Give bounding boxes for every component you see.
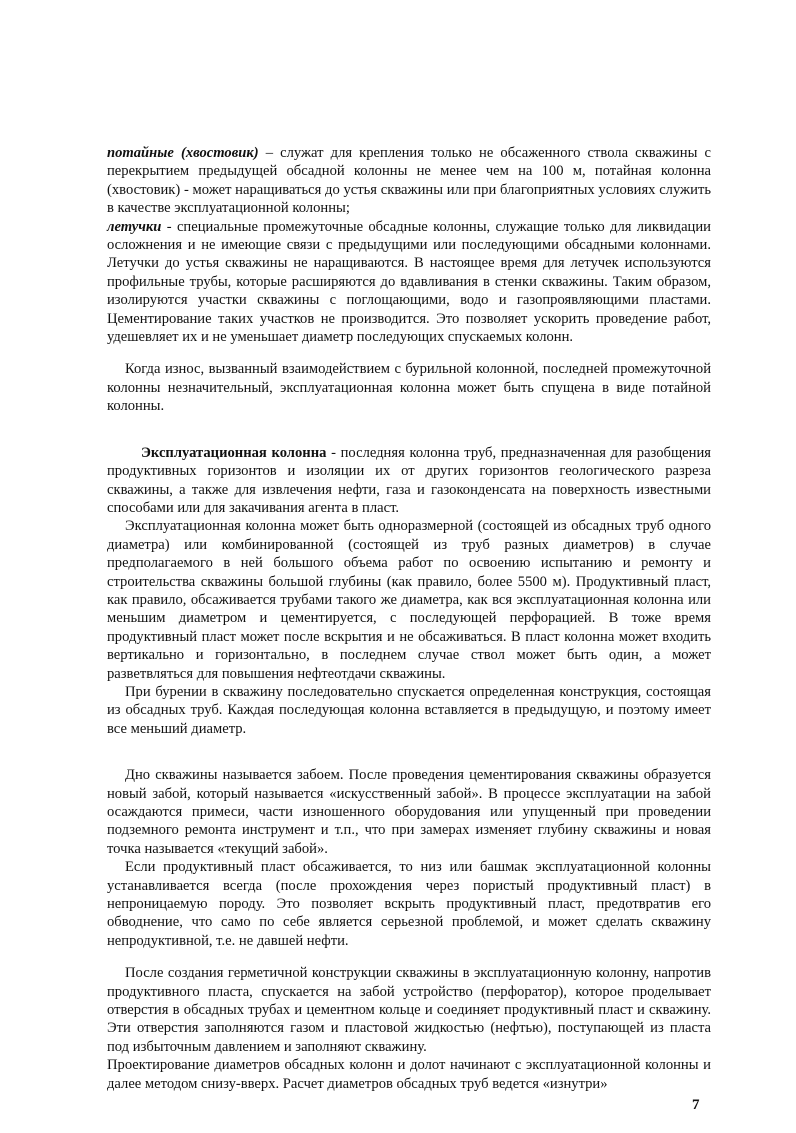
term-production-casing: Эксплуатационная колонна [141, 444, 327, 461]
text-liner: – служат для крепления только не обсаженного ствола скважины с перекрытием предыдущей обсадной колонны не менее чем на 100 м, потайная колонна (хвостовик) - может наращиваться до устья скважины или при благоприятных условиях служить в качестве эксплуатационной колонны; [107, 145, 712, 217]
paragraph-letuchki [107, 218, 711, 347]
paragraph-perforation: После создания герметичной конструкции скважины в эксплуатационную колонну, напротив продуктивного пласта, спускается на забой устройство (перфоратор), которое проделывает отверстия в обсадных трубах и цементном кольце и соединяет продуктивный пласт и скважину. Эти отверстия заполняются газом и пластовой жидкостью (нефтью), поступающей из пласта под избыточным давлением и заполняют скважину. [107, 965, 711, 1055]
paragraph-liner [107, 144, 711, 218]
paragraph-wear: Когда износ, вызванный взаимодействием с бурильной колонной, последней промежуточной колонны незначительный, эксплуатационная колонна может быть спущена в виде потайной колонны. [107, 361, 711, 415]
page-number: 7 [692, 1097, 700, 1113]
term-letuchki: летучки [107, 218, 162, 235]
paragraph-design: Проектирование диаметров обсадных колонн и долот начинают с эксплуатационной колонны и далее методом снизу-вверх. Расчет диаметров обсадных труб ведется «изнутри» [107, 1057, 711, 1092]
paragraph-drilling: При бурении в скважину последовательно спускается определенная конструкция, состоящая из обсадных труб. Каждая последующая колонна вставляется в предыдущую, и поэтому имеет все меньший диаметр. [107, 683, 711, 737]
term-liner: потайные (хвостовик) [107, 145, 259, 161]
paragraph-bottomhole: Дно скважины называется забоем. После проведения цементирования скважины образуется новый забой, который называется «искусственный забой». В процессе эксплуатации на забой осаждаются примеси, части изношенного оборудования или упущенный при проведении подземного ремонта инструмент и т.п., что при замерах изменяет глубину скважины и новая точка называется «текущий забой». [107, 767, 711, 857]
text-production-casing: - последняя колонна труб, предназначенная для разобщения продуктивных горизонтов и изоляции их от других горизонтов геологического разреза скважины, а также для извлечения нефти, газа и газоконденсата на поверхность известными способами или для закачивания агента в пласт. [107, 444, 711, 516]
paragraph-shoe: Если продуктивный пласт обсаживается, то низ или башмак эксплуатационной колонны устанавливается всегда (после прохождения через пористый продуктивный пласт) в непроницаемую породу. Это позволяет вскрыть продуктивный пласт, предотвратив его обводнение, что само по себе является серьезной проблемой, и может сделать скважину непродуктивной, т.е. не давшей нефти. [107, 859, 711, 949]
paragraph-casing-types: Эксплуатационная колонна может быть одноразмерной (состоящей из обсадных труб одного диаметра) или комбинированной (состоящей из труб разных диаметров) в случае предполагаемого в ней большого объема работ по освоению испытанию и ремонту и строительства скважины большой глубины (как правило, более 5500 м). Продуктивный пласт, как правило, обсаживается трубами такого же диаметра, как вся эксплуатационная колонна или меньшим диаметром и цементируется, с последующей перфорацией. В тоже время продуктивный пласт может после вскрытия и не обсаживаться. В пласт колонна может входить вертикально и горизонтально, в последнем случае ствол может быть один, а может разветвляться для повышения нефтеотдачи скважины. [107, 518, 711, 682]
document-page [107, 144, 711, 1093]
text-letuchki: - специальные промежуточные обсадные колонны, служащие только для ликвидации осложнения и не имеющие связи с предыдущими или последующими обсадными колоннами. Летучки до устья скважины не наращиваются. В настоящее время для летучек используются профильные трубы, которые расширяются до вдавливания в стенки скважины. Таким образом, изолируются участки скважины с поглощающими, водо и газопроявляющими пластами. Цементирование таких участков не производится. Это позволяет ускорить проведение работ, удешевляет их и не уменьшает диаметр последующих спускаемых колонн. [107, 218, 711, 346]
paragraph-production-casing [107, 444, 711, 518]
